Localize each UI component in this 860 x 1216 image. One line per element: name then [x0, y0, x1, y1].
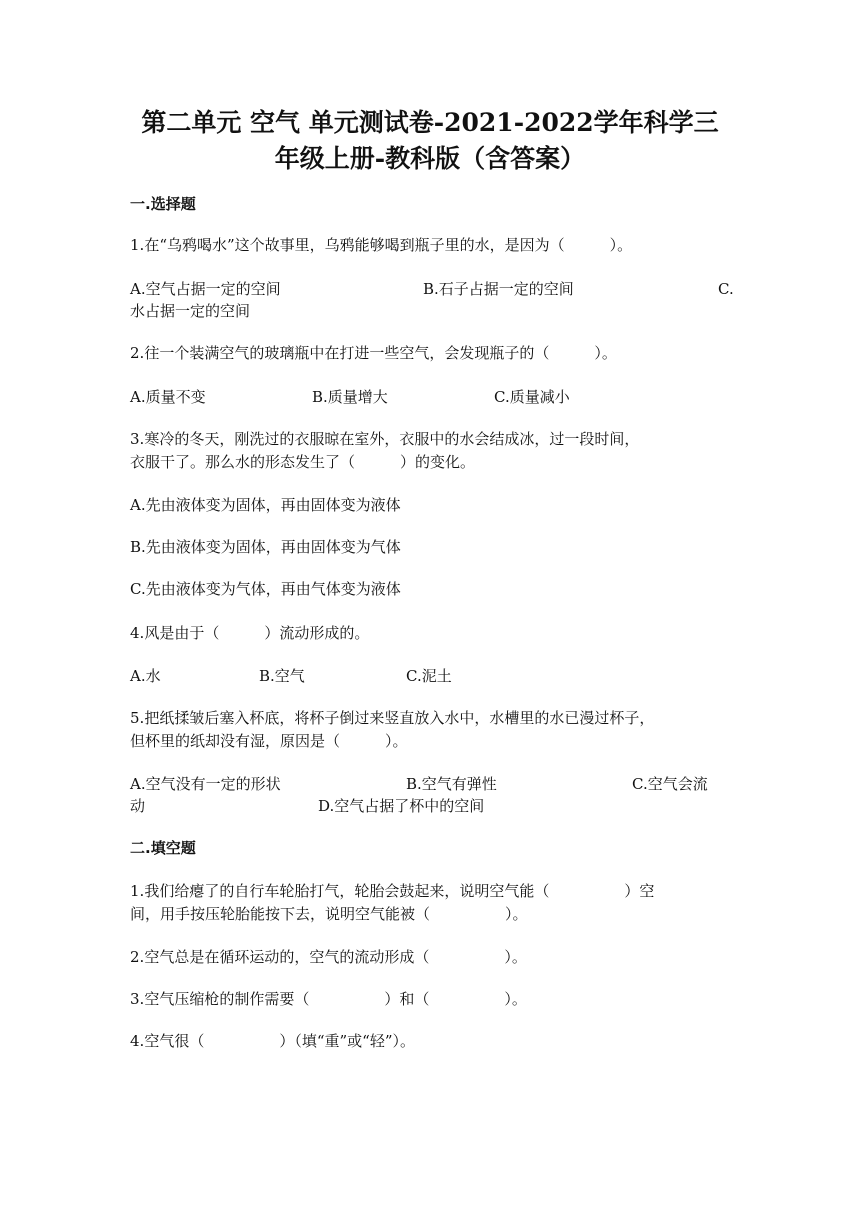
question-text: 在“乌鸦喝水”这个故事里，乌鸦能够喝到瓶子里的水，是因为（ ）。: [144, 236, 633, 254]
question-number: 5.: [130, 709, 145, 727]
choice-1-option-a: A.空气占据一定的空间: [130, 280, 281, 298]
choice-question-4: [130, 622, 369, 644]
fill-question-3: [130, 988, 527, 1010]
choice-4-option-b: B.空气: [259, 667, 305, 685]
choice-2-option-c: C.质量减小: [494, 388, 570, 406]
choice-5-option-a: A.空气没有一定的形状: [130, 775, 281, 793]
question-number: 2.: [130, 344, 145, 362]
section-heading-fill: 二.填空题: [130, 839, 196, 857]
fill-question-1-line-1: [130, 880, 654, 902]
choice-3-option-a: A.先由液体变为固体，再由固体变为液体: [130, 496, 401, 514]
choice-1-option-c-label: C.: [718, 280, 734, 298]
question-number: 3.: [130, 990, 145, 1008]
choice-4-option-c: C.泥土: [406, 667, 452, 685]
choice-3-option-c: C.先由液体变为气体，再由气体变为液体: [130, 580, 401, 598]
choice-question-5-line-1: [130, 707, 654, 729]
choice-5-option-d: D.空气占据了杯中的空间: [318, 797, 485, 815]
choice-question-3-line-2: 衣服干了。那么水的形态发生了（ ）的变化。: [130, 453, 476, 471]
choice-5-option-c-start: C.空气会流: [632, 775, 708, 793]
choice-5-option-b: B.空气有弹性: [406, 775, 497, 793]
fill-question-2: [130, 946, 527, 968]
fill-question-1-line-2: 间，用手按压轮胎能按下去，说明空气能被（ ）。: [130, 905, 528, 923]
question-number: 4.: [130, 624, 145, 642]
choice-question-5-line-2: 但杯里的纸却没有湿，原因是（ ）。: [130, 732, 408, 750]
document-title-line-2: 年级上册-教科版（含答案）: [274, 144, 586, 173]
choice-question-1: [130, 234, 632, 256]
choice-question-3-line-1: [130, 428, 639, 450]
choice-1-option-c-text: 水占据一定的空间: [130, 302, 251, 320]
question-number: 1.: [130, 882, 145, 900]
document-title-line-1: 第二单元 空气 单元测试卷-2021-2022学年科学三: [141, 108, 719, 137]
choice-5-option-c-end: 动: [130, 797, 146, 815]
question-text: 寒冷的冬天，刚洗过的衣服晾在室外，衣服中的水会结成冰，过一段时间，: [144, 430, 640, 448]
question-text: 把纸揉皱后塞入杯底，将杯子倒过来竖直放入水中，水槽里的水已漫过杯子，: [144, 709, 655, 727]
question-number: 2.: [130, 948, 145, 966]
question-text: 空气很（ ）（填“重”或“轻”）。: [144, 1032, 415, 1050]
question-text: 空气总是在循环运动的，空气的流动形成（ ）。: [144, 948, 527, 966]
question-text: 空气压缩枪的制作需要（ ）和（ ）。: [144, 990, 527, 1008]
question-text: 我们给瘪了的自行车轮胎打气，轮胎会鼓起来，说明空气能（ ）空: [144, 882, 655, 900]
question-number: 4.: [130, 1032, 145, 1050]
choice-4-option-a: A.水: [130, 667, 161, 685]
section-heading-choice: 一.选择题: [130, 195, 196, 213]
choice-3-option-b: B.先由液体变为固体，再由固体变为气体: [130, 538, 401, 556]
question-number: 1.: [130, 236, 145, 254]
choice-1-option-b: B.石子占据一定的空间: [423, 280, 574, 298]
question-text: 风是由于（ ）流动形成的。: [144, 624, 370, 642]
choice-2-option-b: B.质量增大: [312, 388, 388, 406]
choice-2-option-a: A.质量不变: [130, 388, 206, 406]
question-text: 往一个装满空气的玻璃瓶中在打进一些空气，会发现瓶子的（ ）。: [144, 344, 617, 362]
choice-question-2: [130, 342, 617, 364]
fill-question-4: [130, 1030, 415, 1052]
question-number: 3.: [130, 430, 145, 448]
